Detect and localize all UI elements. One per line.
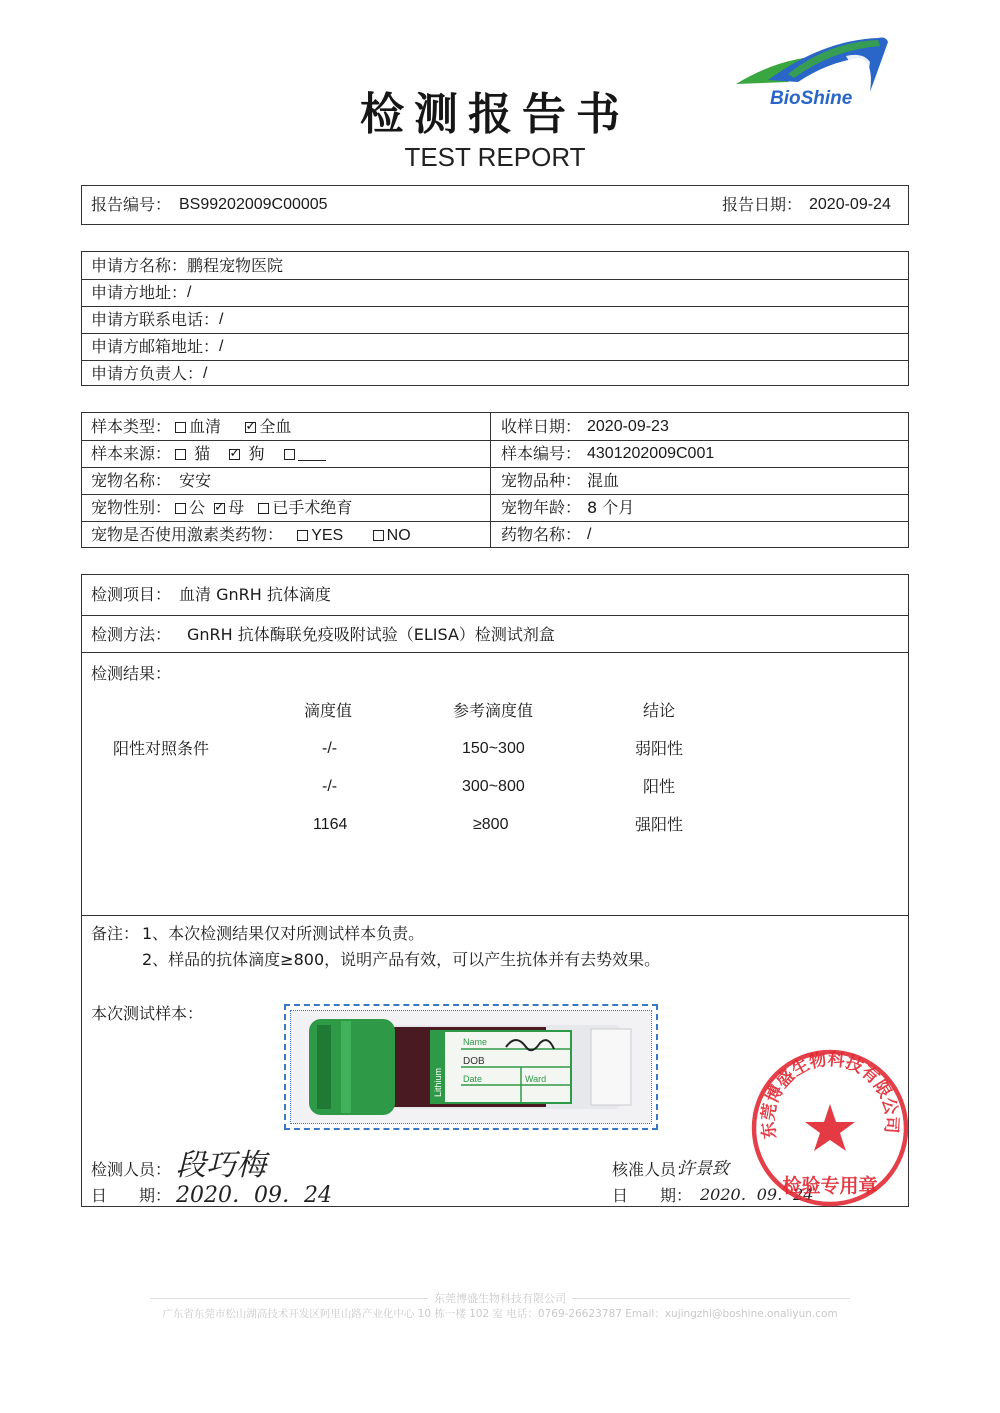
report-date: 2020-09-24: [809, 196, 891, 213]
sample-no-label: 样本编号：: [501, 444, 582, 463]
serum-checkbox[interactable]: [175, 422, 186, 433]
tester-signature: 段巧梅: [176, 1148, 266, 1183]
report-number-label: 报告编号：: [91, 195, 172, 214]
table-cell-conclusion: 强阳性: [635, 815, 684, 834]
footer-company: 东莞博盛生物科技有限公司: [0, 1290, 1000, 1306]
other-source-checkbox[interactable]: [284, 449, 295, 460]
sample-photo-frame: [284, 1004, 658, 1130]
sample-type-label: 样本类型：: [91, 417, 172, 436]
female-label: 母: [228, 498, 245, 517]
pet-name: 安安: [179, 471, 212, 490]
cat-label: 猫: [194, 444, 211, 463]
applicant-address-label: 申请方地址：: [91, 283, 188, 302]
sample-info-box: [81, 412, 909, 548]
official-seal-icon: [748, 1046, 912, 1210]
test-method-label: 检测方法：: [91, 625, 172, 644]
table-cell-titer: -/-: [322, 778, 338, 795]
drug-label: 药物名称：: [501, 525, 582, 544]
document-subtitle: TEST REPORT: [404, 142, 586, 172]
applicant-row: [82, 333, 908, 360]
column-header-titer: 滴度值: [304, 701, 353, 720]
table-cell-reference: 300~800: [462, 778, 525, 795]
tube-ward-text: Ward: [525, 1074, 547, 1084]
breed-label: 宠物品种：: [501, 471, 582, 490]
tube-date-text: Date: [463, 1074, 483, 1084]
sample-row: [82, 413, 908, 440]
test-result-section: [82, 652, 908, 915]
serum-label: 血清: [189, 417, 222, 436]
remark-line-2: 2、样品的抗体滴度≥800，说明产品有效，可以产生抗体并有去势效果。: [142, 950, 661, 969]
table-cell-titer: 1164: [313, 816, 348, 833]
hormone-no-checkbox[interactable]: [373, 530, 384, 541]
received-date-label: 收样日期：: [501, 417, 582, 436]
hormone-yes-checkbox[interactable]: [297, 530, 308, 541]
remarks-label: 备注：: [91, 924, 140, 943]
hormone-yes-label: YES: [311, 527, 344, 544]
whole-blood-label: 全血: [259, 417, 292, 436]
applicant-address: /: [187, 284, 192, 301]
age: 8 个月: [587, 498, 635, 517]
tube-name-text: Name: [463, 1037, 488, 1047]
svg-text:东莞博盛生物科技有限公司: 东莞博盛生物科技有限公司: [758, 1049, 902, 1141]
report-date-label: 报告日期：: [722, 195, 803, 214]
test-item-row: [82, 575, 908, 615]
applicant-email: /: [219, 338, 224, 355]
applicant-email-label: 申请方邮箱地址：: [91, 337, 220, 356]
breed: 混血: [587, 471, 620, 490]
column-header-reference: 参考滴度值: [453, 701, 534, 720]
female-checkbox[interactable]: [214, 503, 225, 514]
table-cell-reference: ≥800: [473, 816, 509, 833]
tester-date-label: 日 期：: [91, 1186, 172, 1205]
report-number: BS99202009C00005: [179, 196, 328, 213]
sample-row: [82, 440, 908, 467]
table-cell-conclusion: 阳性: [643, 777, 676, 796]
report-number-box: [81, 185, 909, 225]
test-item: 血清 GnRH 抗体滴度: [179, 585, 331, 604]
applicant-contact: /: [203, 365, 208, 382]
applicant-contact-label: 申请方负责人：: [91, 364, 204, 383]
applicant-name: 鹏程宠物医院: [187, 256, 284, 275]
applicant-phone-label: 申请方联系电话：: [91, 310, 220, 329]
sample-row: [82, 521, 908, 549]
received-date: 2020-09-23: [587, 418, 669, 435]
dog-checkbox[interactable]: [229, 449, 240, 460]
other-source-blank[interactable]: [298, 446, 326, 461]
test-method: GnRH 抗体酶联免疫吸附试验（ELISA）检测试剂盒: [187, 625, 555, 644]
neutered-label: 已手术绝育: [272, 498, 353, 517]
hormone-no-label: NO: [386, 527, 411, 544]
approver-label: 核准人员：: [612, 1160, 693, 1179]
sample-photo-label: 本次测试样本：: [91, 1004, 204, 1023]
male-label: 公: [189, 498, 206, 517]
applicant-name-label: 申请方名称：: [91, 256, 188, 275]
whole-blood-checkbox[interactable]: [245, 422, 256, 433]
test-result-label: 检测结果：: [91, 664, 172, 683]
document-title: 检测报告书: [360, 89, 630, 140]
applicant-row: [82, 360, 908, 387]
sample-row: [82, 467, 908, 494]
remark-line-1: 1、本次检测结果仅对所测试样本负责。: [142, 924, 425, 943]
approver-date-label: 日 期：: [612, 1186, 693, 1205]
logo-text: BioShine: [770, 88, 853, 109]
test-item-label: 检测项目：: [91, 585, 172, 604]
cat-checkbox[interactable]: [175, 449, 186, 460]
test-method-row: [82, 615, 908, 652]
sample-row: [82, 494, 908, 521]
sample-no: 4301202009C001: [587, 445, 715, 462]
age-label: 宠物年龄：: [501, 498, 582, 517]
table-cell-conclusion: 弱阳性: [635, 739, 684, 758]
applicant-row: [82, 252, 908, 279]
footer-address: 广东省东莞市松山湖高技术开发区阿里山路产业化中心 10 栋一楼 102 室 电话：0769-26623787 Email：xujingzhi@boshine.onaliyun.com: [162, 1308, 838, 1320]
tester-date: 2020．09．24: [176, 1183, 332, 1208]
applicant-row: [82, 279, 908, 306]
applicant-row: [82, 306, 908, 333]
pet-sex-label: 宠物性别：: [91, 498, 172, 517]
table-cell-titer: -/-: [322, 740, 338, 757]
column-header-conclusion: 结论: [643, 701, 676, 720]
tube-dob-text: DOB: [463, 1056, 485, 1067]
approver-date: 2020．09．24: [700, 1185, 814, 1204]
tube-lithium-text: Lithium: [433, 1067, 443, 1097]
hormone-label: 宠物是否使用激素类药物：: [91, 525, 284, 544]
svg-text:检验专用章: 检验专用章: [782, 1175, 878, 1197]
drug: /: [587, 526, 592, 543]
neutered-checkbox[interactable]: [258, 503, 269, 514]
tester-label: 检测人员：: [91, 1160, 172, 1179]
pet-name-label: 宠物名称：: [91, 471, 172, 490]
male-checkbox[interactable]: [175, 503, 186, 514]
blood-tube-photo: [291, 1011, 651, 1123]
positive-control-label: 阳性对照条件: [113, 739, 210, 758]
dog-label: 狗: [248, 444, 265, 463]
applicant-phone: /: [219, 311, 224, 328]
sample-source-label: 样本来源：: [91, 444, 172, 463]
approver-signature: 许景致: [678, 1159, 729, 1179]
table-cell-reference: 150~300: [462, 740, 525, 757]
applicant-box: [81, 251, 909, 386]
